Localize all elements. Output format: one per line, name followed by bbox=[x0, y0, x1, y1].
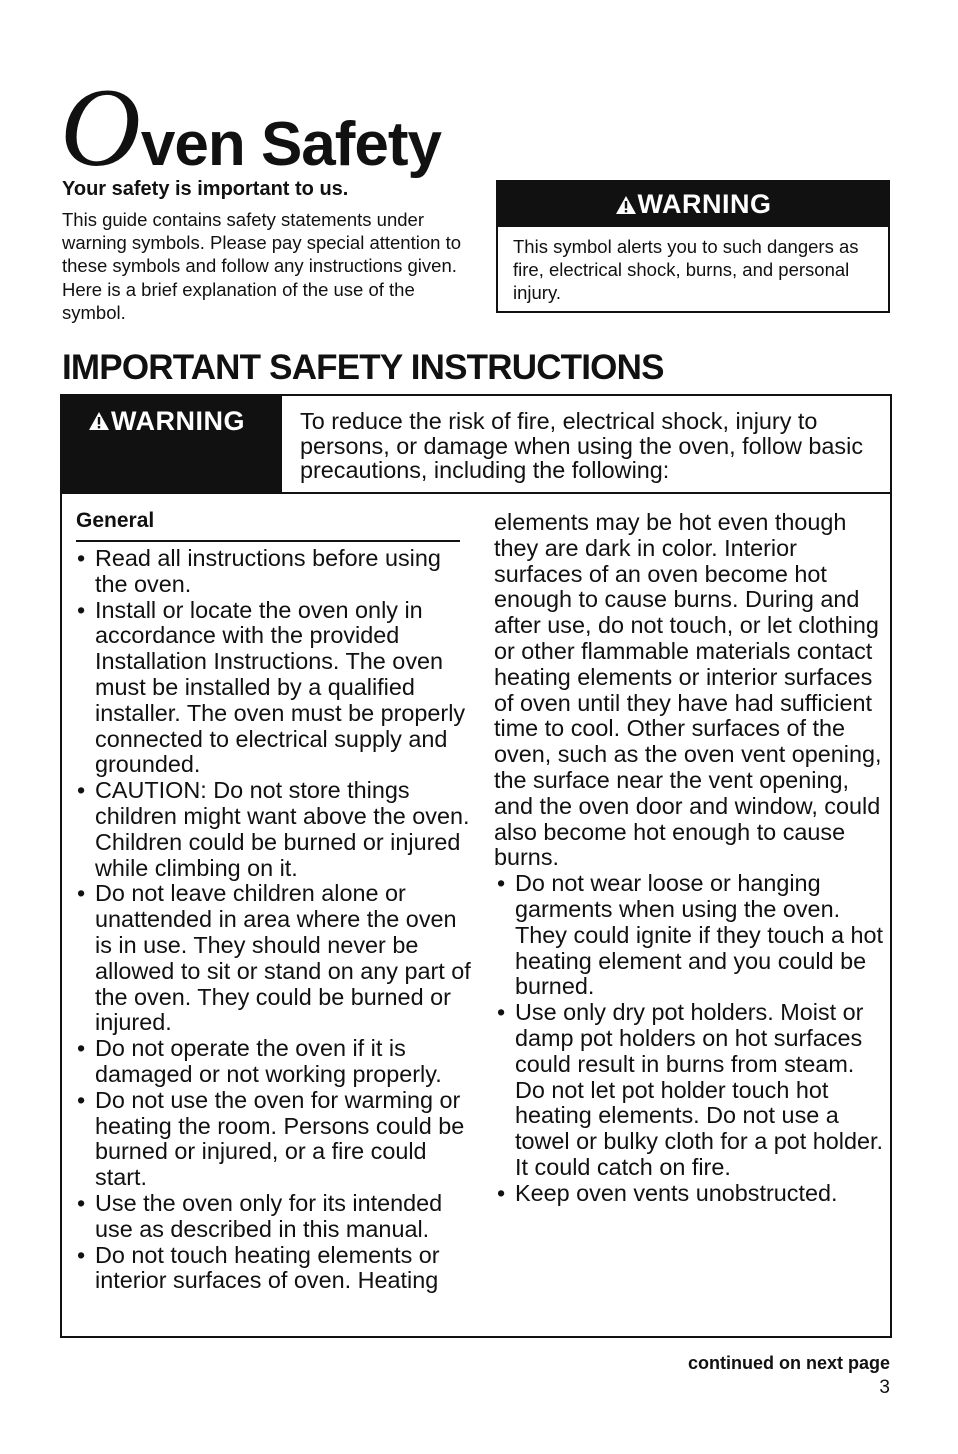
warning-triangle-icon bbox=[615, 195, 637, 215]
intro-body: This guide contains safety statements under warning symbols. Please pay special attention to these symbols and follow any instructions given. Here is a brief explanation of the use of the symbol. bbox=[62, 209, 461, 323]
symbol-explanation-text: This symbol alerts you to such dangers as fire, electrical shock, burns, and personal injury. bbox=[513, 236, 859, 303]
list-item: • Do not wear loose or hanging garments when using the oven. They could ignite if they touch a hot heating element and you could be burned. bbox=[494, 871, 884, 1000]
warning-label: WARNING bbox=[111, 406, 245, 436]
list-item: • Do not use the oven for warming or heating the room. Persons could be burned or injured, or a fire could start. bbox=[74, 1088, 474, 1191]
list-item: • Do not touch heating elements or interior surfaces of oven. Heating bbox=[74, 1243, 474, 1295]
warning-statement: To reduce the risk of fire, electrical shock, injury to persons, or damage when using the oven, follow basic precautions, including the following: bbox=[300, 408, 864, 483]
safety-warning-panel bbox=[60, 394, 892, 1338]
continued-note: continued on next page bbox=[687, 1353, 890, 1373]
warning-divider bbox=[62, 492, 890, 494]
section-title: IMPORTANT SAFETY INSTRUCTIONS bbox=[62, 348, 664, 387]
right-column bbox=[494, 510, 884, 1207]
intro-heading: Your safety is important to us. bbox=[62, 178, 349, 200]
general-heading: General bbox=[76, 509, 155, 532]
list-item: • Do not leave children alone or unattended in area where the oven is in use. They should never be allowed to sit or stand on any part of the oven. They could be burned or injured. bbox=[74, 881, 474, 1036]
list-item: • CAUTION: Do not store things children might want above the oven. Children could be burned or injured while climbing on it. bbox=[74, 778, 474, 881]
list-item-continuation: elements may be hot even though they are dark in color. Interior surfaces of an oven become hot enough to cause burns. During and after use, do not touch, or let clothing or other flammable materials contact heating elements or interior surfaces of oven until they have had sufficient time to cool. Other surfaces of the oven, such as the oven vent opening, the surface near the vent opening, and the oven door and window, could also become hot enough to cause burns. bbox=[494, 509, 882, 871]
symbol-explanation-box bbox=[496, 180, 890, 313]
page-number: 3 bbox=[879, 1377, 890, 1398]
warning-label-block bbox=[62, 396, 282, 494]
warning-triangle-icon bbox=[88, 411, 110, 431]
list-item: • Read all instructions before using the oven. bbox=[74, 546, 474, 598]
list-item: • Use only dry pot holders. Moist or damp pot holders on hot surfaces could result in burns from steam. Do not let pot holder touch hot heating elements. Do not use a towel or bulky cloth for a pot holder. It could catch on fire. bbox=[494, 1000, 884, 1181]
list-item: • Keep oven vents unobstructed. bbox=[494, 1181, 884, 1207]
list-item: • Install or locate the oven only in accordance with the provided Installation Instructions. The oven must be installed by a qualified installer. The oven must be properly connected to electrical supply and grounded. bbox=[74, 598, 474, 779]
list-item: • Use the oven only for its intended use as described in this manual. bbox=[74, 1191, 474, 1243]
title-rest: ven Safety bbox=[140, 110, 442, 179]
symbol-warning-bar bbox=[498, 182, 888, 227]
symbol-warning-label: WARNING bbox=[637, 189, 772, 219]
title-initial: O bbox=[60, 66, 141, 190]
left-column bbox=[74, 546, 474, 1294]
list-item: • Do not operate the oven if it is damaged or not working properly. bbox=[74, 1036, 474, 1088]
general-heading-rule bbox=[76, 540, 460, 542]
